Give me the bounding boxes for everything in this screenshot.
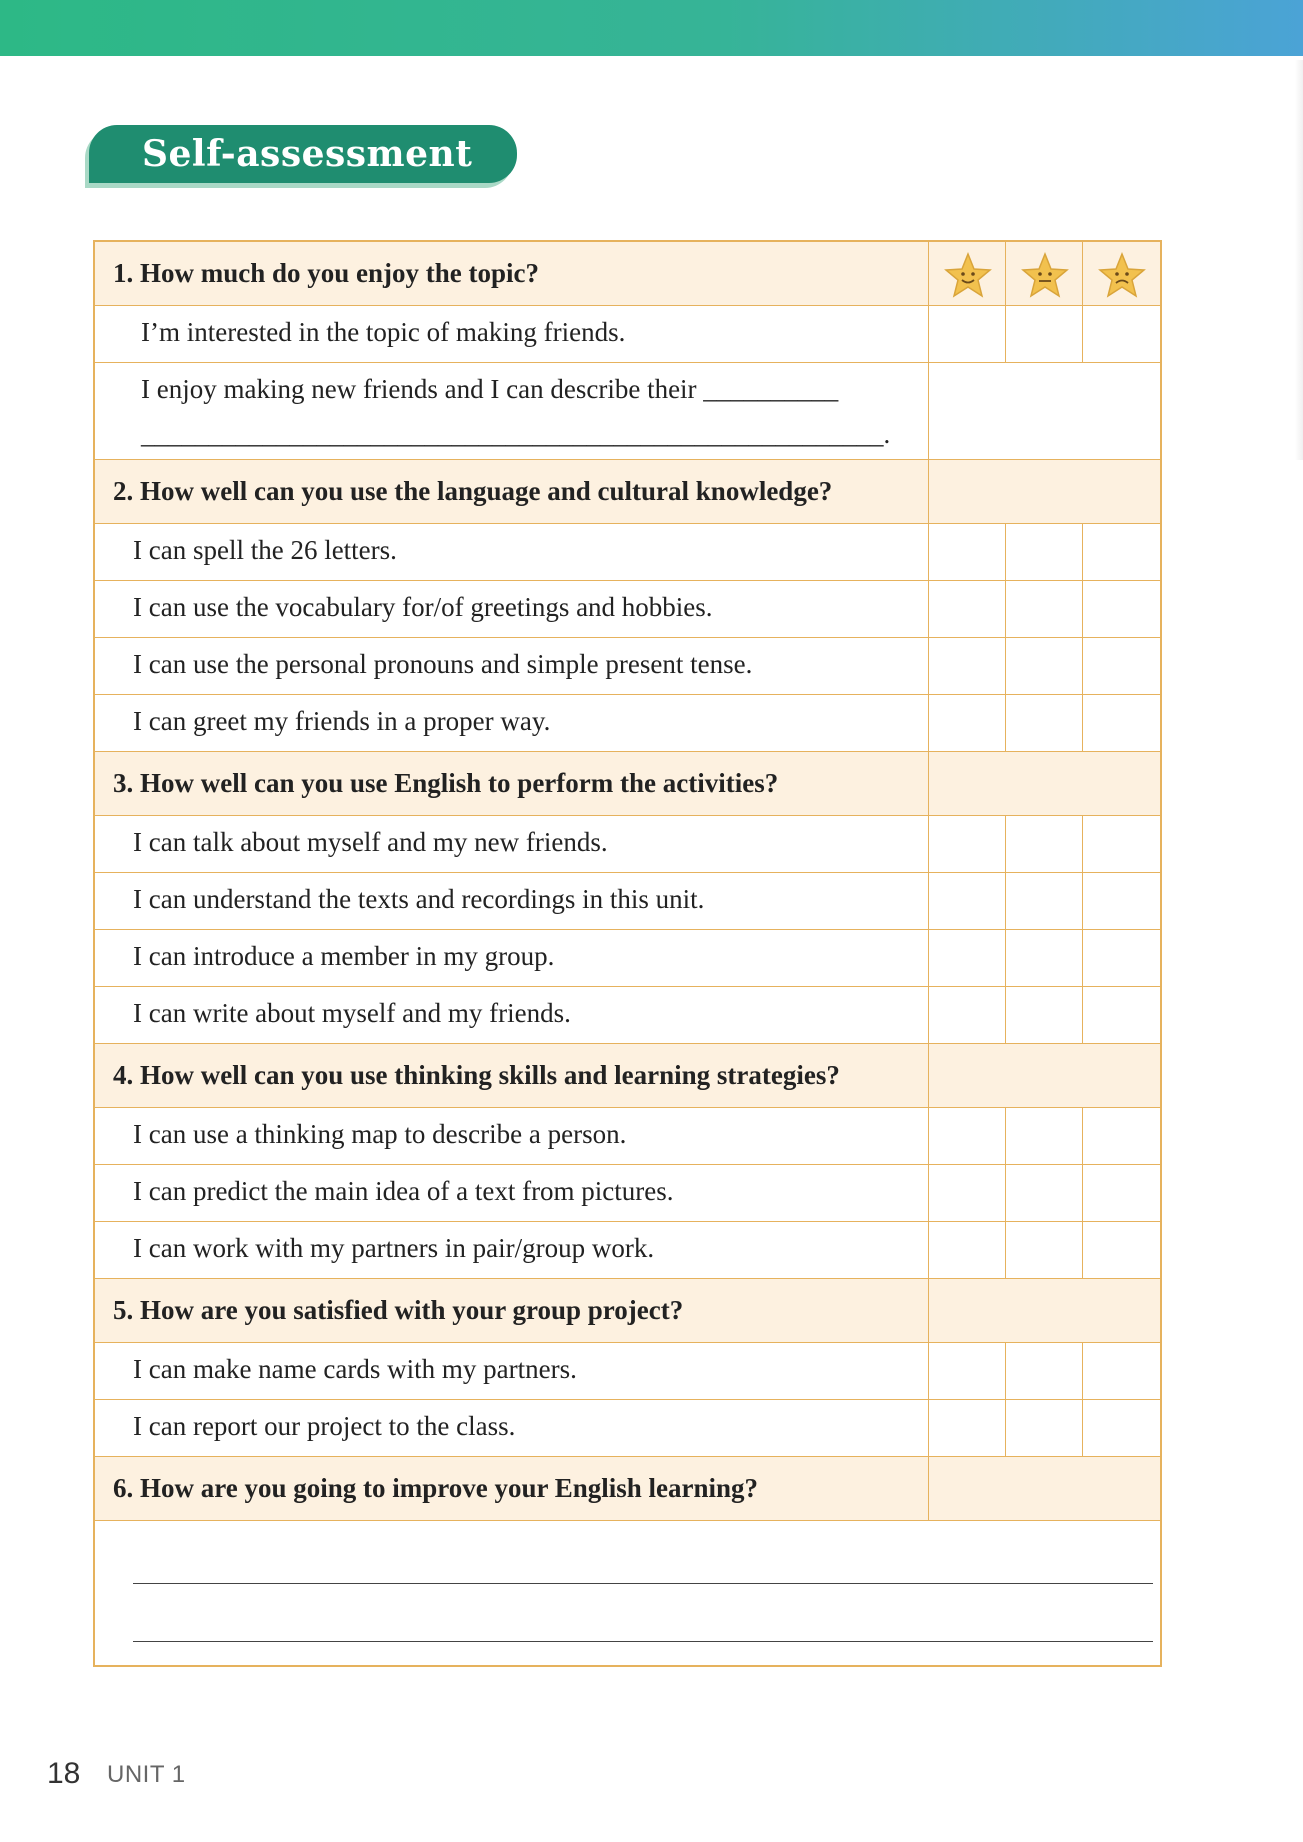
answer-line[interactable] [133,1641,1153,1642]
question-row-2 [95,460,1160,524]
rating-box-neutral[interactable] [1006,1222,1083,1278]
rating-box-sad[interactable] [1083,1400,1160,1456]
statement-row [95,1165,1160,1222]
question-row-4 [95,1044,1160,1108]
rating-box-sad[interactable] [1083,873,1160,929]
rating-box-happy[interactable] [929,638,1006,694]
statement-row [95,638,1160,695]
question-row-3 [95,752,1160,816]
rating-box-sad[interactable] [1083,930,1160,986]
section-title: Self-assessment [142,133,473,175]
statement-text: I can greet my friends in a proper way. [133,706,551,736]
page-number: 18 [47,1757,81,1790]
statement-row [95,873,1160,930]
rating-box-neutral[interactable] [1006,695,1083,751]
statement-row [95,816,1160,873]
happy-star-icon [944,252,992,298]
statement-row [95,1400,1160,1457]
rating-box-happy[interactable] [929,306,1006,362]
statement-row [95,1108,1160,1165]
statement-row [95,1343,1160,1400]
rating-box-happy[interactable] [929,1343,1006,1399]
rating-box-sad[interactable] [1083,1222,1160,1278]
statement-text: I can predict the main idea of a text from pictures. [133,1176,674,1206]
statement-row [95,695,1160,752]
question-title-2: 2. How well can you use the language and cultural knowledge? [113,476,833,506]
question-cell [95,242,929,305]
rating-box-sad[interactable] [1083,816,1160,872]
statement-text: I enjoy making new friends and I can describe their __________ [141,374,839,404]
rating-box-happy[interactable] [929,1165,1006,1221]
rating-box-happy[interactable] [929,1400,1006,1456]
rating-box-sad[interactable] [1083,1108,1160,1164]
statement-text: I can introduce a member in my group. [133,941,555,971]
rating-box-neutral[interactable] [1006,524,1083,580]
rating-box-neutral[interactable] [1006,363,1083,459]
statement-text: I can use the personal pronouns and simple present tense. [133,649,753,679]
rating-header-neutral [1006,242,1083,305]
statement-text: I can use the vocabulary for/of greetings and hobbies. [133,592,713,622]
statement-text: I can work with my partners in pair/group work. [133,1233,655,1263]
statement-text: I’m interested in the topic of making friends. [141,317,626,347]
statement-text: I can talk about myself and my new friends. [133,827,608,857]
question-row-1 [95,242,1160,306]
question-title-4: 4. How well can you use thinking skills and learning strategies? [113,1060,840,1090]
statement-row [95,363,1160,460]
section-title-banner [89,125,517,183]
rating-box-sad[interactable] [1083,363,1160,459]
rating-box-neutral[interactable] [1006,306,1083,362]
statement-row [95,524,1160,581]
statement-text: I can make name cards with my partners. [133,1354,577,1384]
statement-row [95,987,1160,1044]
page-edge-shadow [1295,60,1303,460]
rating-box-happy[interactable] [929,1222,1006,1278]
rating-box-sad[interactable] [1083,987,1160,1043]
statement-row [95,306,1160,363]
question-title-1: 1. How much do you enjoy the topic? [113,258,540,288]
rating-box-sad[interactable] [1083,581,1160,637]
rating-box-happy[interactable] [929,524,1006,580]
sad-star-icon [1098,252,1146,298]
rating-box-happy[interactable] [929,581,1006,637]
rating-box-happy[interactable] [929,816,1006,872]
question-title-5: 5. How are you satisfied with your group project? [113,1295,684,1325]
statement-row [95,581,1160,638]
statement-fill-in-line[interactable]: _______________________________________________________. [141,419,891,449]
rating-box-neutral[interactable] [1006,873,1083,929]
top-color-band [0,0,1303,56]
rating-box-sad[interactable] [1083,638,1160,694]
rating-box-sad[interactable] [1083,1165,1160,1221]
answer-line[interactable] [133,1583,1153,1584]
statement-text: I can spell the 26 letters. [133,535,397,565]
statement-text: I can understand the texts and recordings in this unit. [133,884,705,914]
question-title-3: 3. How well can you use English to perform the activities? [113,768,779,798]
neutral-star-icon [1021,252,1069,298]
rating-box-neutral[interactable] [1006,930,1083,986]
rating-box-happy[interactable] [929,930,1006,986]
rating-box-neutral[interactable] [1006,1343,1083,1399]
rating-box-neutral[interactable] [1006,638,1083,694]
rating-box-sad[interactable] [1083,306,1160,362]
statement-text: I can use a thinking map to describe a person. [133,1119,627,1149]
rating-box-happy[interactable] [929,873,1006,929]
rating-box-happy[interactable] [929,987,1006,1043]
question-row-5 [95,1279,1160,1343]
rating-box-sad[interactable] [1083,1343,1160,1399]
rating-box-happy[interactable] [929,695,1006,751]
rating-box-neutral[interactable] [1006,987,1083,1043]
rating-box-neutral[interactable] [1006,1400,1083,1456]
rating-box-neutral[interactable] [1006,581,1083,637]
rating-box-neutral[interactable] [1006,816,1083,872]
rating-box-happy[interactable] [929,363,1006,459]
improvement-answer-area [95,1521,1160,1665]
rating-box-neutral[interactable] [1006,1108,1083,1164]
statement-row [95,930,1160,987]
rating-header-sad [1083,242,1160,305]
rating-header-happy [929,242,1006,305]
self-assessment-table [93,240,1162,1667]
statement-text: I can report our project to the class. [133,1411,516,1441]
rating-box-sad[interactable] [1083,524,1160,580]
question-title-6: 6. How are you going to improve your English learning? [113,1473,759,1503]
question-row-6 [95,1457,1160,1521]
rating-box-neutral[interactable] [1006,1165,1083,1221]
statement-text: I can write about myself and my friends. [133,998,571,1028]
rating-box-happy[interactable] [929,1108,1006,1164]
unit-label: UNIT 1 [107,1761,186,1788]
rating-box-sad[interactable] [1083,695,1160,751]
statement-row [95,1222,1160,1279]
